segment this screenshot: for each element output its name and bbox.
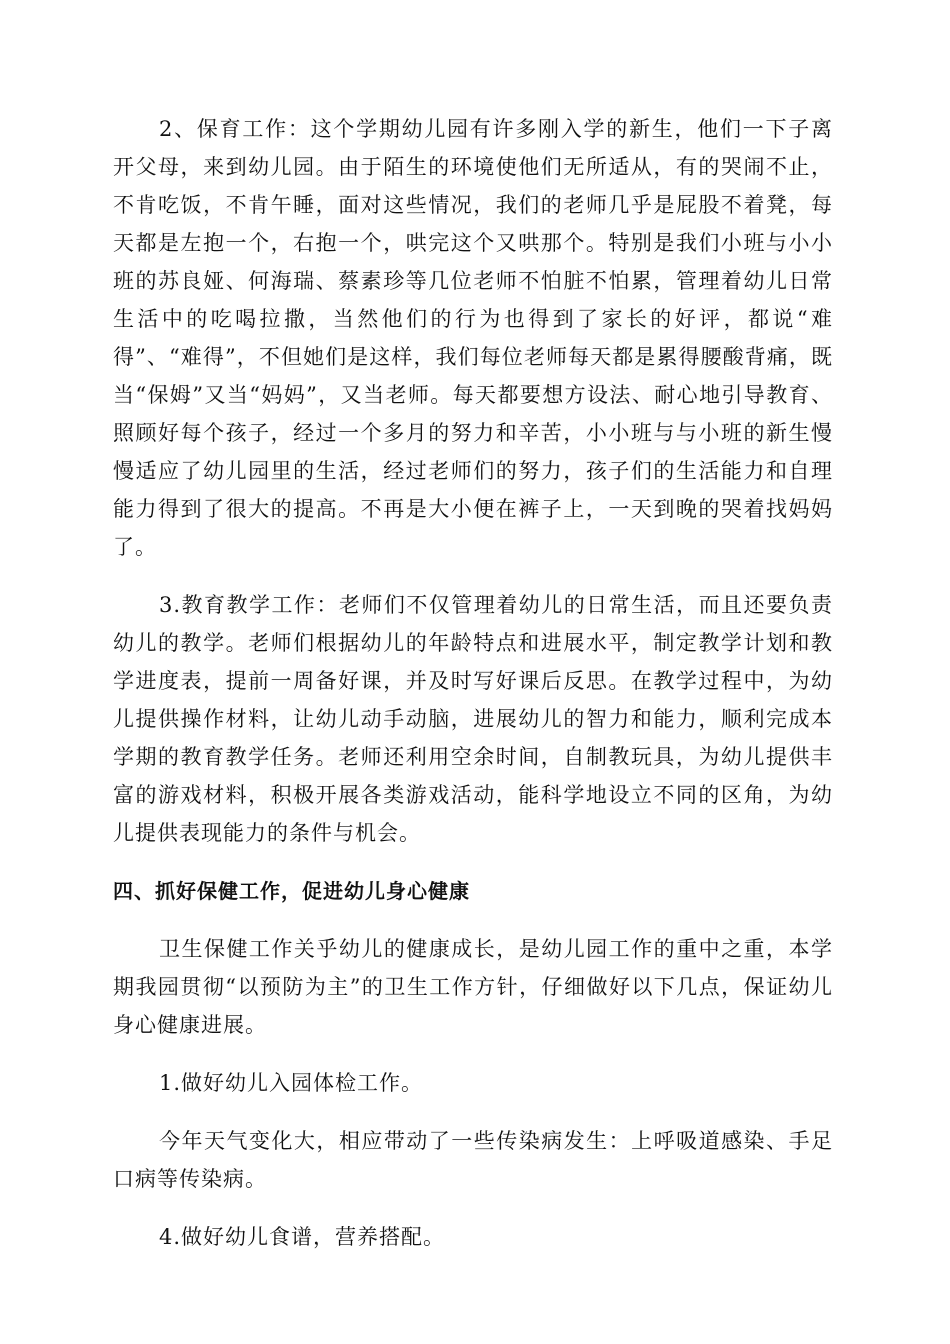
paragraph-infectious-disease: 今年天气变化大，相应带动了一些传染病发生：上呼吸道感染、手足口病等传染病。	[113, 1129, 833, 1191]
paragraph-teaching-work: 3.教育教学工作：老师们不仅管理着幼儿的日常生活，而且还要负责幼儿的教学。老师们根据幼儿的年龄特点和进展水平，制定教学计划和教学进度表，提前一周备好课，并及时写好课后反思。在教学过程中，为幼儿提供操作材料，让幼儿动手动脑，进展幼儿的智力和能力，顺利完成本学期的教育教学任务。老师还利用空余时间，自制教玩具，为幼儿提供丰富的游戏材料，积极开展各类游戏活动，能科学地设立不同的区角，为幼儿提供表现能力的条件与机会。	[113, 593, 833, 845]
paragraph-childcare-work: 2、保育工作：这个学期幼儿园有许多刚入学的新生，他们一下子离开父母，来到幼儿园。由于陌生的环境使他们无所适从，有的哭闹不止，不肯吃饭，不肯午睡，面对这些情况，我们的老师几乎是屁股不着凳，每天都是左抱一个，右抱一个，哄完这个又哄那个。特别是我们小班与小小班的苏良娅、何海瑞、蔡素珍等几位老师不怕脏不怕累，管理着幼儿日常生活中的吃喝拉撒，当然他们的行为也得到了家长的好评，都说“难得”、“难得”，不但她们是这样，我们每位老师每天都是累得腰酸背痛，既当“保姆”又当“妈妈”，又当老师。每天都要想方设法、耐心地引导教育、照顾好每个孩子，经过一个多月的努力和辛苦，小小班与与小班的新生慢慢适应了幼儿园里的生活，经过老师们的努力，孩子们的生活能力和自理能力得到了很大的提高。不再是大小便在裤子上，一天到晚的哭着找妈妈了。	[113, 117, 833, 559]
document-body	[113, 110, 833, 1276]
paragraph-item-menu: 4.做好幼儿食谱，营养搭配。	[159, 1225, 446, 1249]
paragraph-health-intro: 卫生保健工作关乎幼儿的健康成长，是幼儿园工作的重中之重，本学期我园贯彻“以预防为主”的卫生工作方针，仔细做好以下几点，保证幼儿身心健康进展。	[113, 937, 833, 1037]
paragraph-item-checkup: 1.做好幼儿入园体检工作。	[159, 1071, 424, 1095]
section-heading-health: 四、抓好保健工作，促进幼儿身心健康	[113, 879, 470, 903]
